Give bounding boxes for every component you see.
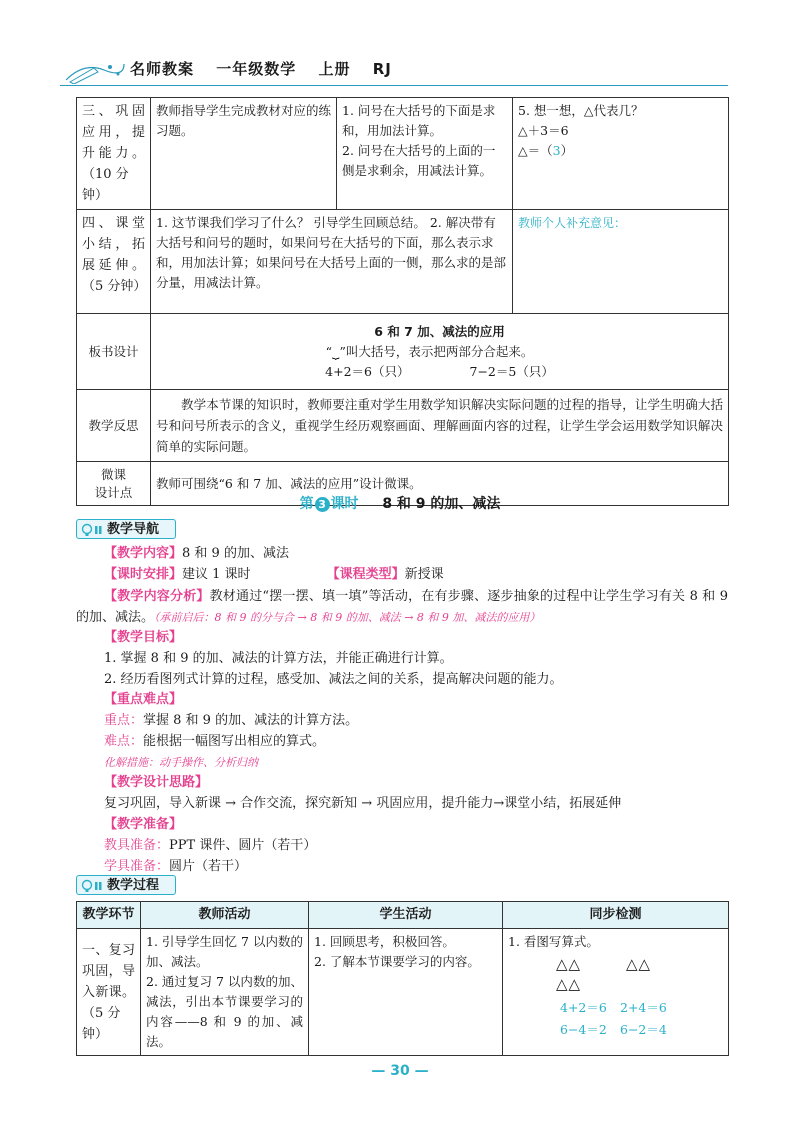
key-label: 【重点难点】 — [104, 692, 183, 707]
schedule-label: 【课时安排】 — [104, 567, 183, 582]
key-line — [104, 711, 358, 731]
stage-time: （10 分钟） — [82, 167, 129, 203]
analysis-label: 【教学内容分析】 — [104, 589, 210, 604]
analysis-note: （承前启后：8 和 9 的分与合 → 8 和 9 的加、减法 → 8 和 9 加、减法的应用） — [154, 611, 541, 624]
answer-suffix: ） — [560, 143, 574, 158]
prep-teacher-tag: 教具准备： — [104, 838, 170, 853]
guide-banner-text: 教学导航 — [107, 522, 160, 537]
teacher-activity-cell — [141, 929, 309, 1056]
board-eq-2: 7−2＝5（只） — [469, 363, 554, 379]
process-table — [76, 901, 729, 1056]
board-design-cell — [151, 314, 729, 390]
triangle-group-a: △△ — [556, 955, 582, 973]
schedule-value: 建议 1 课时 — [182, 567, 251, 582]
lesson-title — [0, 493, 800, 513]
triangle-figure — [508, 952, 723, 1042]
guide-banner — [76, 519, 176, 539]
prep-heading — [104, 815, 182, 835]
diff-text: 能根据一幅图写出相应的算式。 — [143, 734, 326, 749]
diff-line — [104, 732, 325, 752]
stage-text: 四、课堂小结，拓展延伸。 — [82, 216, 145, 273]
board-label: 板书设计 — [88, 343, 139, 359]
content-label: 【教学内容】 — [104, 546, 183, 561]
analysis-para — [76, 586, 728, 628]
summary-cell — [151, 210, 513, 314]
reflection-label-cell — [77, 390, 151, 462]
answer-eq-2: 2+4＝6 — [620, 1000, 667, 1015]
header-book: 名师教案 — [130, 60, 195, 78]
student-text-2: 2. 了解本节课要学习的内容。 — [314, 954, 480, 969]
answer-eq-1: 4+2＝6 — [560, 1000, 607, 1015]
process-banner — [76, 875, 176, 895]
type-value: 新授课 — [404, 567, 444, 582]
board-equations — [156, 362, 723, 382]
answer-prefix: △＝（ — [518, 143, 553, 158]
page-header — [130, 58, 408, 79]
answer-eq-4: 6−2＝4 — [620, 1022, 667, 1037]
header-volume: 上册 — [318, 60, 351, 78]
bulb-icon — [81, 523, 103, 537]
page-number-text: — 30 — — [371, 1063, 429, 1079]
answer-value: 3 — [552, 143, 561, 158]
summary-text: 1. 这节课我们学习了什么？ 引导学生回顾总结。 2. 解决带有大括号和问号的题时，如果问号在大括号的下面，那么表示求和，用加法计算；如果问号在大括号上面的一侧，那么求的是部分量，用减法计算。 — [156, 215, 507, 290]
check-answer-line — [518, 141, 723, 161]
table-row — [77, 929, 729, 1056]
prep-teacher-text: PPT 课件、圆片（若干） — [169, 838, 317, 853]
design-text: 复习巩固，导入新课 → 合作交流，探究新知 → 巩固应用，提升能力→课堂小结，拓展延伸 — [104, 796, 622, 811]
header-teacher: 教师活动 — [141, 902, 309, 929]
header-grade: 一年级数学 — [216, 60, 297, 78]
reflection-text: 教学本节课的知识时，教师要注重对学生用数学知识解决实际问题的过程的指导，让学生明确大括号和问号所表示的含义，重视学生经历观察画面、理解画面内容的过程，让学生学会运用数学知识解决简单的实际问题。 — [156, 397, 723, 454]
design-label: 【教学设计思路】 — [104, 775, 209, 790]
board-title: 6 和 7 加、减法的应用 — [374, 323, 505, 339]
student-text-1: 1. 回顾思考，积极回答。 — [314, 934, 455, 949]
header-student: 学生活动 — [309, 902, 503, 929]
analysis-text: 教材通过“摆一摆、填一填”等活动，在有步骤、逐步抽象的过程中让学生学习有关 8 和 9 的加、减法。 — [76, 589, 728, 625]
stage-cell — [77, 929, 141, 1056]
prep-student-text: 圆片（若干） — [169, 859, 248, 874]
diff-tag: 难点： — [104, 734, 144, 749]
micro-text: 教师可围绕“6 和 7 加、减法的应用”设计微课。 — [156, 475, 422, 491]
table-header-row — [77, 902, 729, 929]
goal-heading — [104, 628, 182, 648]
stage-cell — [77, 98, 151, 210]
triangle-group-b: △△ — [626, 955, 652, 973]
table-row — [77, 314, 729, 390]
type-label: 【课程类型】 — [326, 567, 405, 582]
lesson-name: 8 和 9 的加、减法 — [382, 496, 501, 512]
table-row — [77, 210, 729, 314]
check-question: 1. 看图写算式。 — [508, 934, 599, 949]
check-question: 5. 想一想，△代表几？ — [518, 103, 644, 118]
student-text-1: 1. 问号在大括号的下面是求和，用加法计算。 — [342, 103, 496, 138]
prep-label: 【教学准备】 — [104, 817, 183, 832]
stage-time: （5 分钟） — [82, 1005, 121, 1042]
lesson-tag-post: 课时 — [330, 496, 359, 512]
stage-cell — [77, 210, 151, 314]
stage-time: （5 分钟） — [82, 279, 147, 294]
schedule-line — [104, 565, 444, 585]
content-line — [104, 544, 289, 564]
content-value: 8 和 9 的加、减法 — [182, 546, 289, 561]
table-row — [77, 390, 729, 462]
table-row — [77, 98, 729, 210]
prep-teacher-line — [104, 836, 316, 856]
header-decoration-icon — [64, 58, 126, 84]
teacher-text: 教师指导学生完成教材对应的练习题。 — [156, 103, 332, 138]
teacher-text-1: 1. 引导学生回忆 7 以内数的加、减法。 — [146, 934, 303, 969]
bulb-icon — [81, 879, 103, 893]
lesson-table-continued — [76, 97, 729, 506]
key-text: 掌握 8 和 9 的加、减法的计算方法。 — [143, 713, 359, 728]
board-brace-line: “⏟”叫大括号，表示把两部分合起来。 — [325, 343, 534, 359]
goal-2: 2. 经历看图列式计算的过程，感受加、减法之间的关系，提高解决问题的能力。 — [104, 672, 563, 687]
answer-eq-3: 6−4＝2 — [560, 1022, 607, 1037]
header-rule — [60, 85, 728, 86]
process-banner-text: 教学过程 — [107, 878, 160, 893]
reflection-label: 教学反思 — [88, 417, 139, 433]
header-edition: RJ — [372, 60, 392, 78]
goal-label: 【教学目标】 — [104, 630, 183, 645]
header-stage: 教学环节 — [77, 902, 141, 929]
header-check: 同步检测 — [503, 902, 729, 929]
teacher-activity-cell — [151, 98, 337, 210]
teacher-note-label: 教师个人补充意见： — [518, 216, 627, 230]
student-text-2: 2. 问号在大括号的上面的一侧是求剩余，用减法计算。 — [342, 143, 496, 178]
key-heading — [104, 690, 182, 710]
stage-text: 一、复习巩固，导入新课。 — [82, 942, 135, 1000]
lesson-tag-pre: 第 — [299, 496, 314, 512]
board-eq-1: 4+2＝6（只） — [325, 363, 410, 379]
design-heading — [104, 773, 208, 793]
student-activity-cell — [337, 98, 513, 210]
reflection-cell — [151, 390, 729, 462]
goal-1: 1. 掌握 8 和 9 的加、减法的计算方法，并能正确进行计算。 — [104, 651, 453, 666]
check-cell — [503, 929, 729, 1056]
lesson-number-badge: 3 — [315, 497, 330, 512]
check-equation: △＋3＝6 — [518, 123, 569, 138]
prep-student-line — [104, 857, 247, 877]
micro-label-2: 设计点 — [94, 484, 133, 500]
lesson-tag — [300, 496, 359, 512]
prep-student-tag: 学具准备： — [104, 859, 170, 874]
teacher-text-2: 2. 通过复习 7 以内数的加、减法，引出本节课要学习的内容——8 和 9 的加、减法。 — [146, 974, 303, 1049]
micro-label-1: 微课 — [100, 466, 126, 482]
resolve-note: 化解措施：动手操作、分析归纳 — [104, 756, 258, 769]
stage-text: 三、巩固应用，提升能力。 — [82, 104, 145, 161]
check-cell — [513, 98, 729, 210]
note-cell — [513, 210, 729, 314]
student-activity-cell — [309, 929, 503, 1056]
triangle-group-c: △△ — [556, 975, 582, 993]
key-tag: 重点： — [104, 713, 144, 728]
page-number — [0, 1063, 800, 1079]
